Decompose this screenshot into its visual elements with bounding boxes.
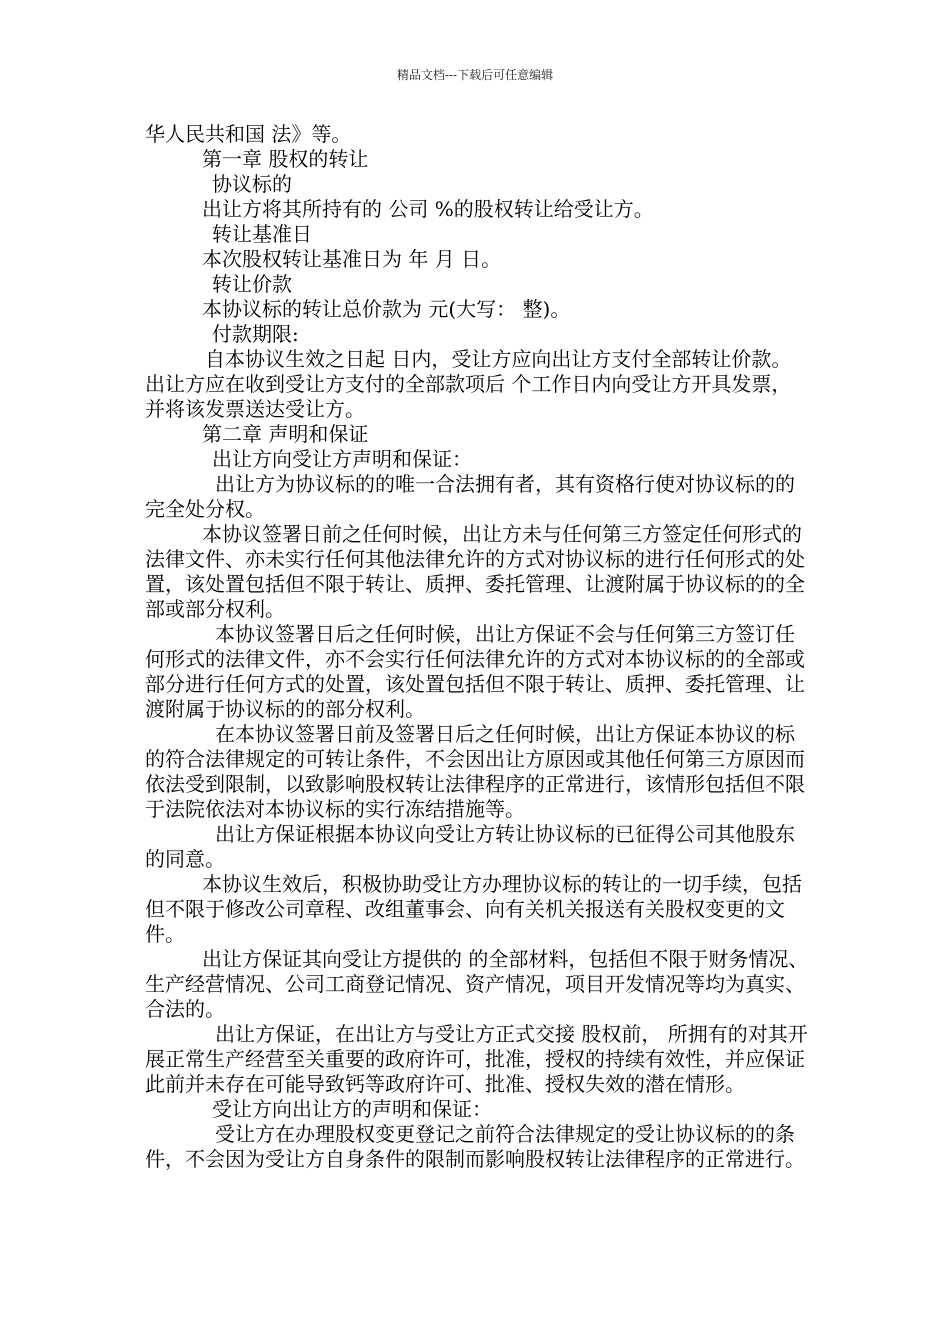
paragraph: 本协议签署日前之任何时候，出让方未与任何第三方签定任何形式的法律文件、亦未实行任何其他法律允许的方式对协议标的进行任何形式的处置，该处置包括但不限于转让、质押、委托管理、让渡附属于协议标的的全部或部分权利。: [145, 522, 805, 621]
section-heading: 协议标的: [212, 172, 292, 196]
paragraph: 受让方在办理股权变更登记之前符合法律规定的受让协议标的的条件，不会因为受让方自身条件的限制而影响股权转让法律程序的正常进行。: [145, 1122, 805, 1171]
paragraph: 在本协议签署日前及签署日后之任何时候，出让方保证本协议的标的符合法律规定的可转让条件，不会因出让方原因或其他任何第三方原因而依法受到限制，以致影响股权转让法律程序的正常进行，该情形包括但不限于法院依法对本协议标的实行冻结措施等。: [145, 722, 805, 821]
paragraph: 华人民共和国 法》等。: [145, 122, 352, 146]
section-heading: 转让价款: [212, 272, 292, 296]
section-heading: 受让方向出让方的声明和保证：: [212, 1097, 492, 1121]
paragraph: 出让方保证根据本协议向受让方转让协议标的已征得公司其他股东的同意。: [145, 822, 795, 871]
paragraph: 本次股权转让基准日为 年 月 日。: [202, 247, 502, 271]
paragraph: 本协议生效后，积极协助受让方办理协议标的转让的一切手续，包括但不限于修改公司章程、改组董事会、向有关机关报送有关股权变更的文件。: [145, 872, 802, 946]
paragraph: 本协议签署日后之任何时候，出让方保证不会与任何第三方签订任何形式的法律文件，亦不会实行任何法律允许的方式对本协议标的的全部或部分进行任何方式的处置，该处置包括但不限于转让、质押、委托管理、让渡附属于协议标的的部分权利。: [145, 622, 805, 721]
chapter-heading: 第二章 声明和保证: [202, 422, 369, 446]
paragraph: 出让方将其所持有的 公司 %的股权转让给受让方。: [202, 197, 654, 221]
paragraph: 自本协议生效之日起 日内，受让方应向出让方支付全部转让价款。出让方应在收到受让方支付的全部款项后 个工作日内向受让方开具发票，并将该发票送达受让方。: [145, 347, 792, 421]
section-heading: 付款期限:: [212, 322, 299, 346]
chapter-heading: 第一章 股权的转让: [202, 147, 369, 171]
paragraph: 出让方保证其向受让方提供的 的全部材料，包括但不限于财务情况、生产经营情况、公司工商登记情况、资产情况，项目开发情况等均为真实、合法的。: [145, 947, 809, 1021]
paragraph: 出让方为协议标的的唯一合法拥有者，其有资格行使对协议标的的完全处分权。: [145, 472, 795, 521]
paragraph: 本协议标的转让总价款为 元(大写： 整)。: [202, 297, 571, 321]
paragraph: 出让方保证，在出让方与受让方正式交接 股权前， 所拥有的对其开展正常生产经营至关重要的政府许可，批准，授权的持续有效性，并应保证此前并未存在可能导致钙等政府许可、批准、授权失效的潜在情形。: [145, 1022, 808, 1096]
page-header: 精品文档---下载后可任意编辑: [396, 68, 554, 82]
section-heading: 出让方向受让方声明和保证：: [212, 447, 472, 471]
section-heading: 转让基准日: [212, 222, 312, 246]
document-body: [145, 122, 810, 1172]
